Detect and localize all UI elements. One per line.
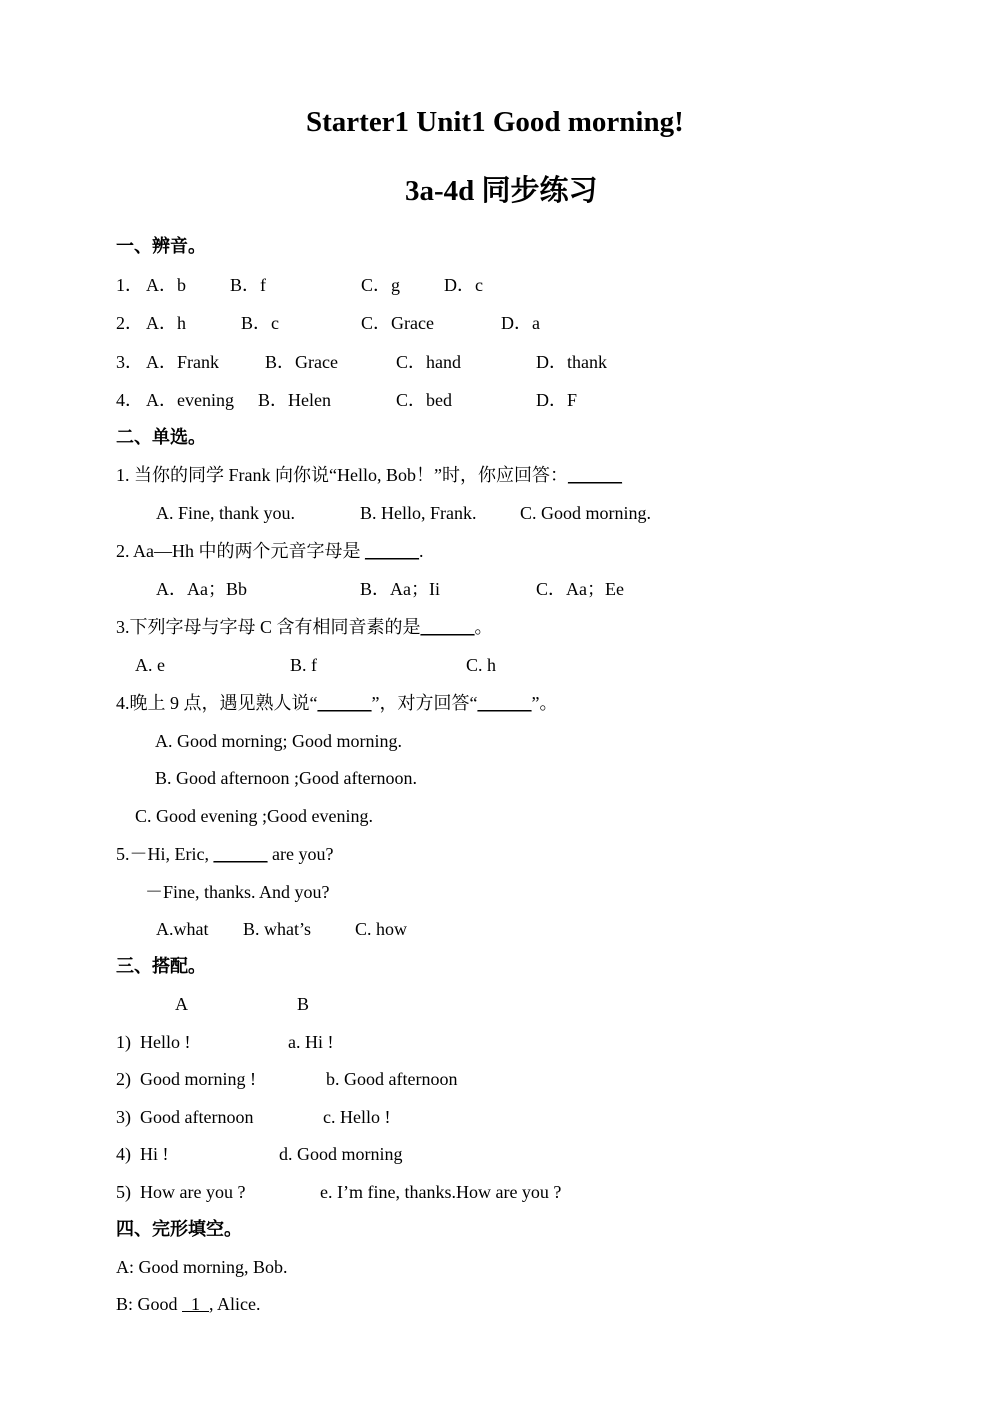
- option: B．Grace: [265, 352, 338, 372]
- question-stem: [116, 845, 333, 863]
- option: C．Grace: [361, 313, 434, 333]
- answer-blank: ______: [420, 617, 475, 637]
- page-subtitle: 3a-4d 同步练习: [405, 175, 598, 207]
- option: B. f: [290, 655, 317, 675]
- q1-stem: 1. 当你的同学 Frank 向你说“Hello, Bob！”时，你应回答：: [116, 465, 568, 485]
- option: C. how: [355, 919, 408, 939]
- column-header-b: B: [297, 994, 310, 1014]
- option: C．bed: [396, 390, 452, 410]
- match-right-item: a. Hi !: [288, 1032, 334, 1052]
- option: C．Aa；Ee: [536, 579, 624, 599]
- match-left-item: 3) Good afternoon: [116, 1107, 254, 1127]
- option: B．Aa；Ii: [360, 579, 440, 599]
- question-number: 1．: [116, 275, 143, 295]
- option: C. Good morning.: [520, 503, 652, 523]
- q5-stem: 5.－Hi, Eric,: [116, 844, 209, 864]
- question-number: 3．: [116, 352, 143, 372]
- section-heading-4: 四、完形填空。: [116, 1219, 242, 1240]
- option: B. what’s: [243, 919, 312, 939]
- section-heading-3: 三、搭配。: [116, 956, 206, 977]
- dialogue-line: －Fine, thanks. And you?: [145, 882, 330, 902]
- answer-blank: ______: [365, 541, 419, 561]
- question-stem: [116, 618, 493, 636]
- option: C．g: [361, 275, 401, 295]
- question-stem: [116, 694, 557, 712]
- section-heading-1: 一、辨音。: [116, 236, 206, 257]
- match-right-item: b. Good afternoon: [326, 1069, 458, 1089]
- option: A. e: [135, 655, 165, 675]
- page-title: Starter1 Unit1 Good morning!: [306, 106, 684, 138]
- section-heading-2: 二、单选。: [116, 427, 206, 448]
- dialogue-line: [116, 1295, 261, 1313]
- q2-stem: 2. Aa—Hh 中的两个元音字母是: [116, 541, 361, 561]
- column-header-a: A: [175, 994, 188, 1014]
- match-right-item: e. I’m fine, thanks.How are you ?: [320, 1182, 562, 1202]
- question-stem: [116, 466, 622, 484]
- option: B．f: [230, 275, 266, 295]
- question-stem: [116, 542, 424, 560]
- q4-end: ”。: [531, 693, 558, 713]
- option: D．c: [444, 275, 483, 295]
- q3-stem: 3.下列字母与字母 C 含有相同音素的是: [116, 617, 421, 637]
- line-pre: B: Good: [116, 1294, 178, 1314]
- option: D．a: [501, 313, 540, 333]
- match-right-item: d. Good morning: [279, 1144, 403, 1164]
- option: B. Good afternoon ;Good afternoon.: [155, 768, 417, 788]
- option: A. Fine, thank you.: [156, 503, 295, 523]
- option: A．h: [146, 313, 186, 333]
- option: B. Hello, Frank.: [360, 503, 477, 523]
- option: D．F: [536, 390, 578, 410]
- answer-blank: ______: [213, 844, 268, 864]
- q4-stem: 4.晚上 9 点，遇见熟人说“: [116, 693, 318, 713]
- answer-blank: ______: [567, 465, 622, 485]
- match-left-item: 1) Hello !: [116, 1032, 191, 1052]
- option: C. Good evening ;Good evening.: [135, 806, 373, 826]
- option: A．evening: [146, 390, 234, 410]
- question-number: 4．: [116, 390, 143, 410]
- match-left-item: 5) How are you ?: [116, 1182, 246, 1202]
- option: C. h: [466, 655, 497, 675]
- option: A. Good morning; Good morning.: [155, 731, 402, 751]
- option: B．c: [241, 313, 279, 333]
- answer-blank: ______: [317, 693, 372, 713]
- option: C．hand: [396, 352, 461, 372]
- option: A．Frank: [146, 352, 219, 372]
- option: A．Aa；Bb: [156, 579, 247, 599]
- q4-mid: ”，对方回答“: [371, 693, 478, 713]
- q2-end: .: [419, 541, 424, 561]
- option: A.what: [156, 919, 209, 939]
- q5-stem-end: are you?: [271, 844, 334, 864]
- match-left-item: 2) Good morning !: [116, 1069, 256, 1089]
- option: A．b: [146, 275, 186, 295]
- cloze-blank: 1: [182, 1294, 210, 1314]
- match-left-item: 4) Hi !: [116, 1144, 169, 1164]
- dialogue-line: A: Good morning, Bob.: [116, 1257, 288, 1277]
- line-post: , Alice.: [209, 1294, 261, 1314]
- answer-blank: ______: [477, 693, 532, 713]
- q3-end: 。: [474, 617, 493, 637]
- match-right-item: c. Hello !: [323, 1107, 391, 1127]
- question-number: 2．: [116, 313, 143, 333]
- option: D．thank: [536, 352, 607, 372]
- option: B．Helen: [258, 390, 331, 410]
